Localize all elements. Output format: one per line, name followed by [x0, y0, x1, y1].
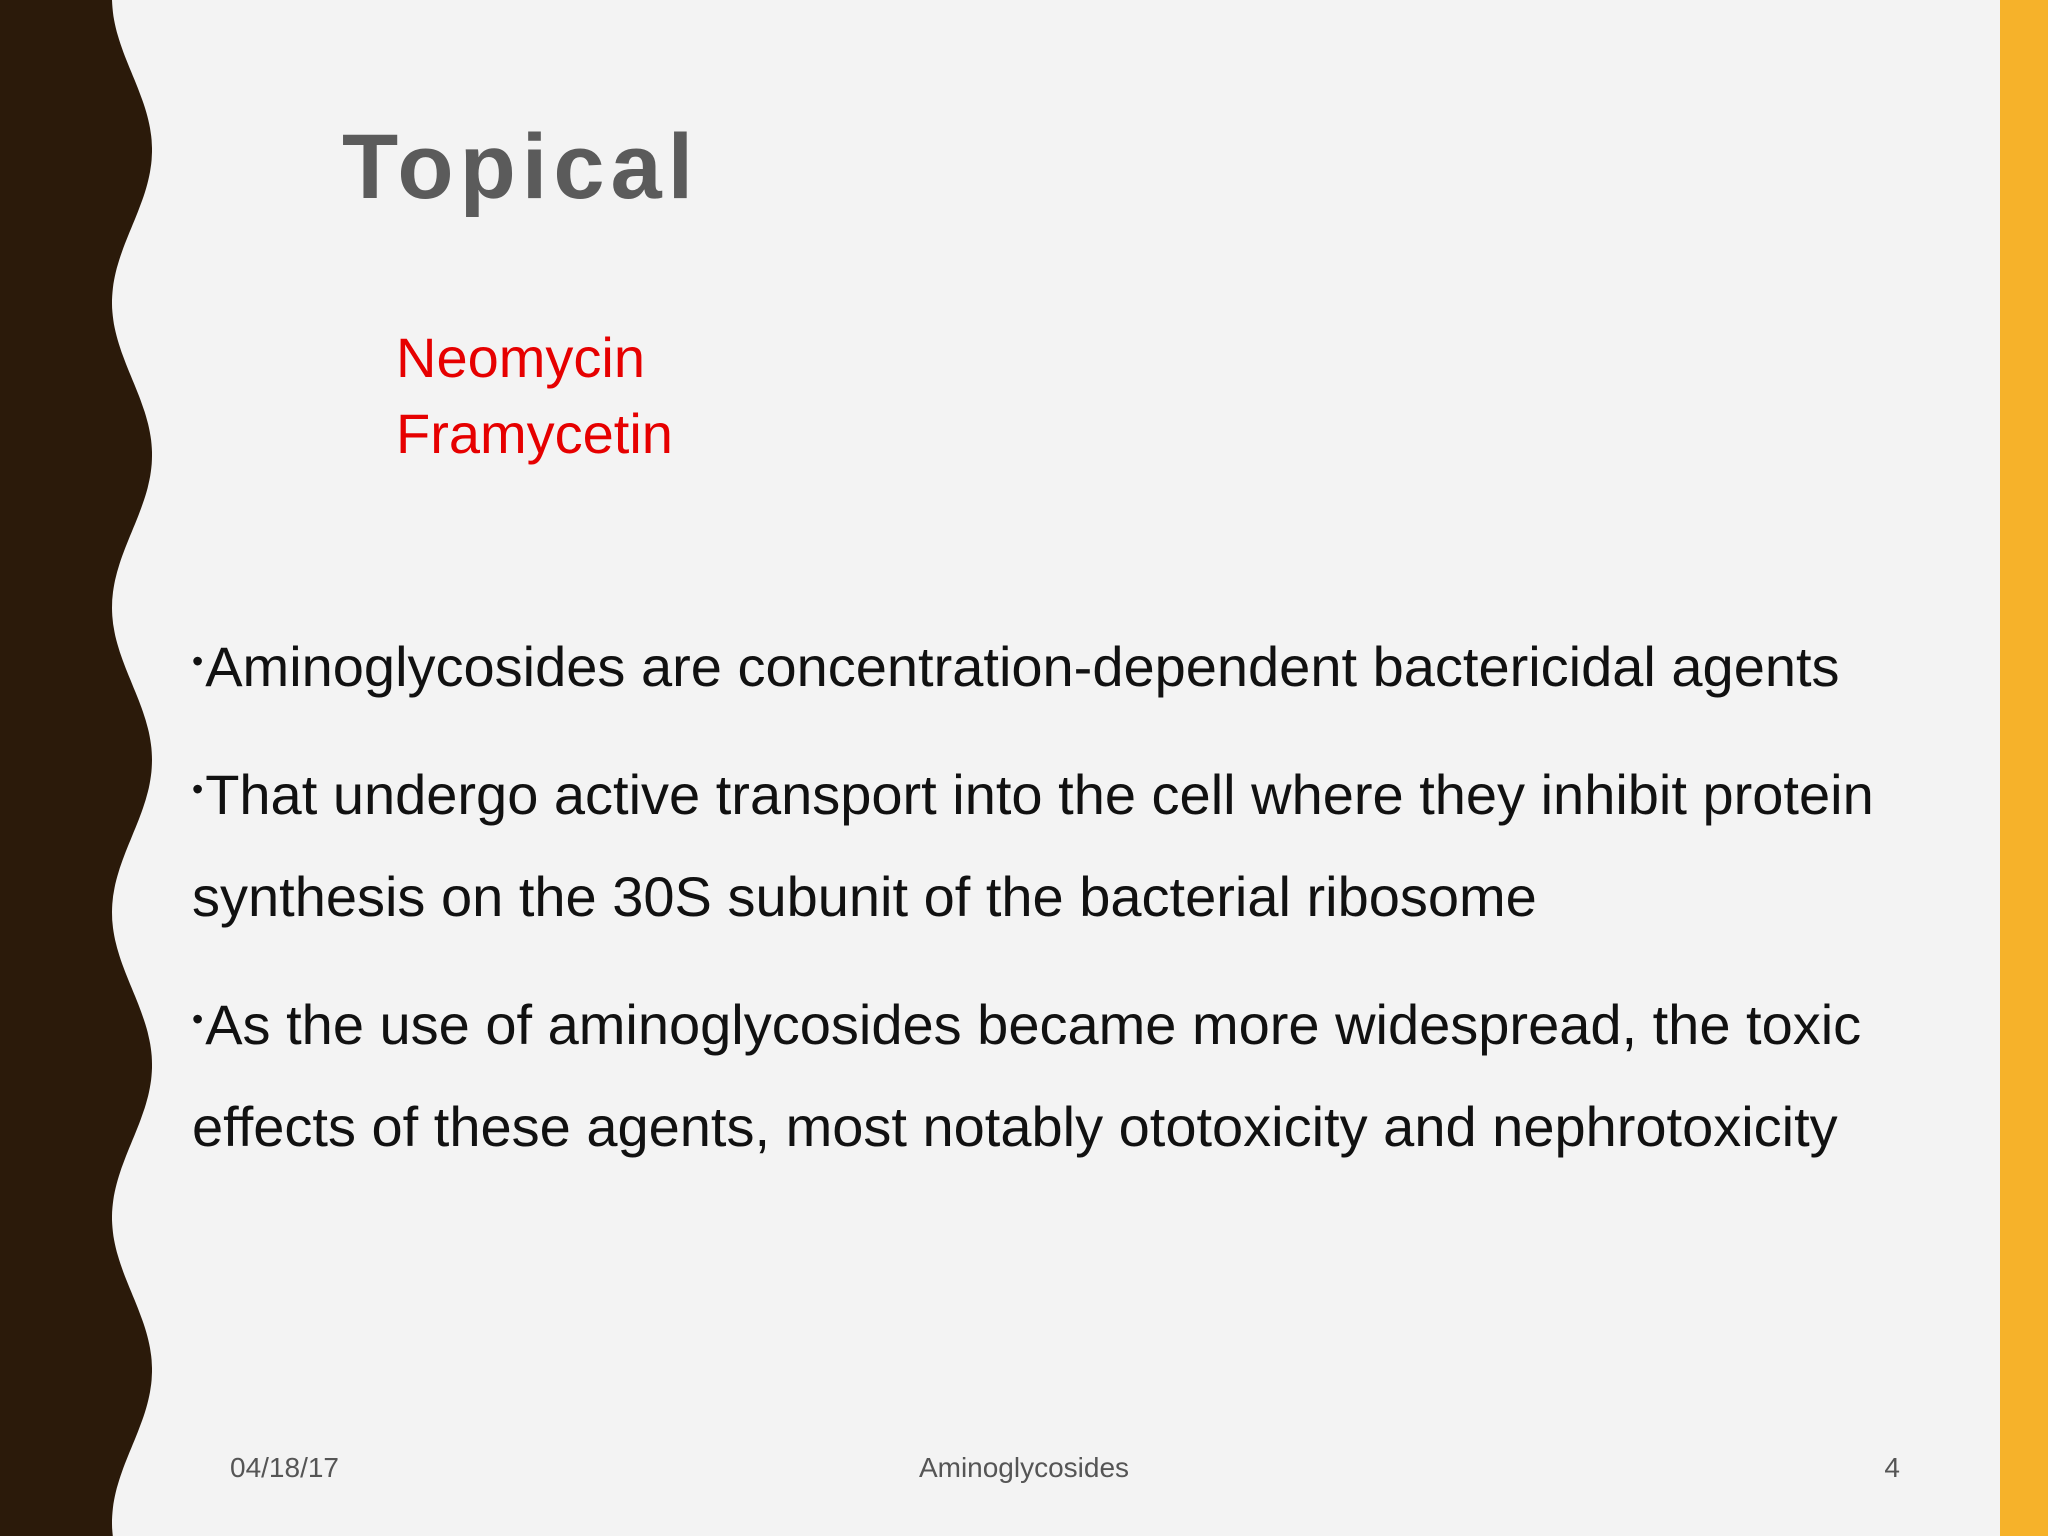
drug-list	[396, 320, 673, 472]
bullet-text: That undergo active transport into the cell where they inhibit protein synthesis on the 30S subunit of the bacterial ribosome	[192, 763, 1874, 928]
bullet-points	[192, 610, 1972, 1198]
bullet-point	[192, 968, 1972, 1178]
footer-title: Aminoglycosides	[918, 1452, 1130, 1483]
wavy-border-decoration	[0, 0, 160, 1536]
drug-item-framycetin: Framycetin	[396, 402, 673, 465]
bullet-dot: •	[192, 643, 204, 679]
bullet-dot: •	[192, 1001, 204, 1037]
accent-bar	[2000, 0, 2048, 1536]
bullet-point	[192, 738, 1972, 948]
bullet-point	[192, 610, 1972, 718]
page-number: 4	[1884, 1452, 1900, 1483]
footer-date: 04/18/17	[230, 1452, 339, 1483]
bullet-text: Aminoglycosides are concentration-dependent bactericidal agents	[205, 635, 1840, 698]
bullet-dot: •	[192, 771, 204, 807]
drug-item-neomycin: Neomycin	[396, 326, 645, 389]
wave-shape	[0, 0, 152, 1536]
slide-title: Topical	[342, 116, 700, 218]
bullet-text: As the use of aminoglycosides became more widespread, the toxic effects of these agents, most notably ototoxicity and nephrotoxicity	[192, 993, 1862, 1158]
